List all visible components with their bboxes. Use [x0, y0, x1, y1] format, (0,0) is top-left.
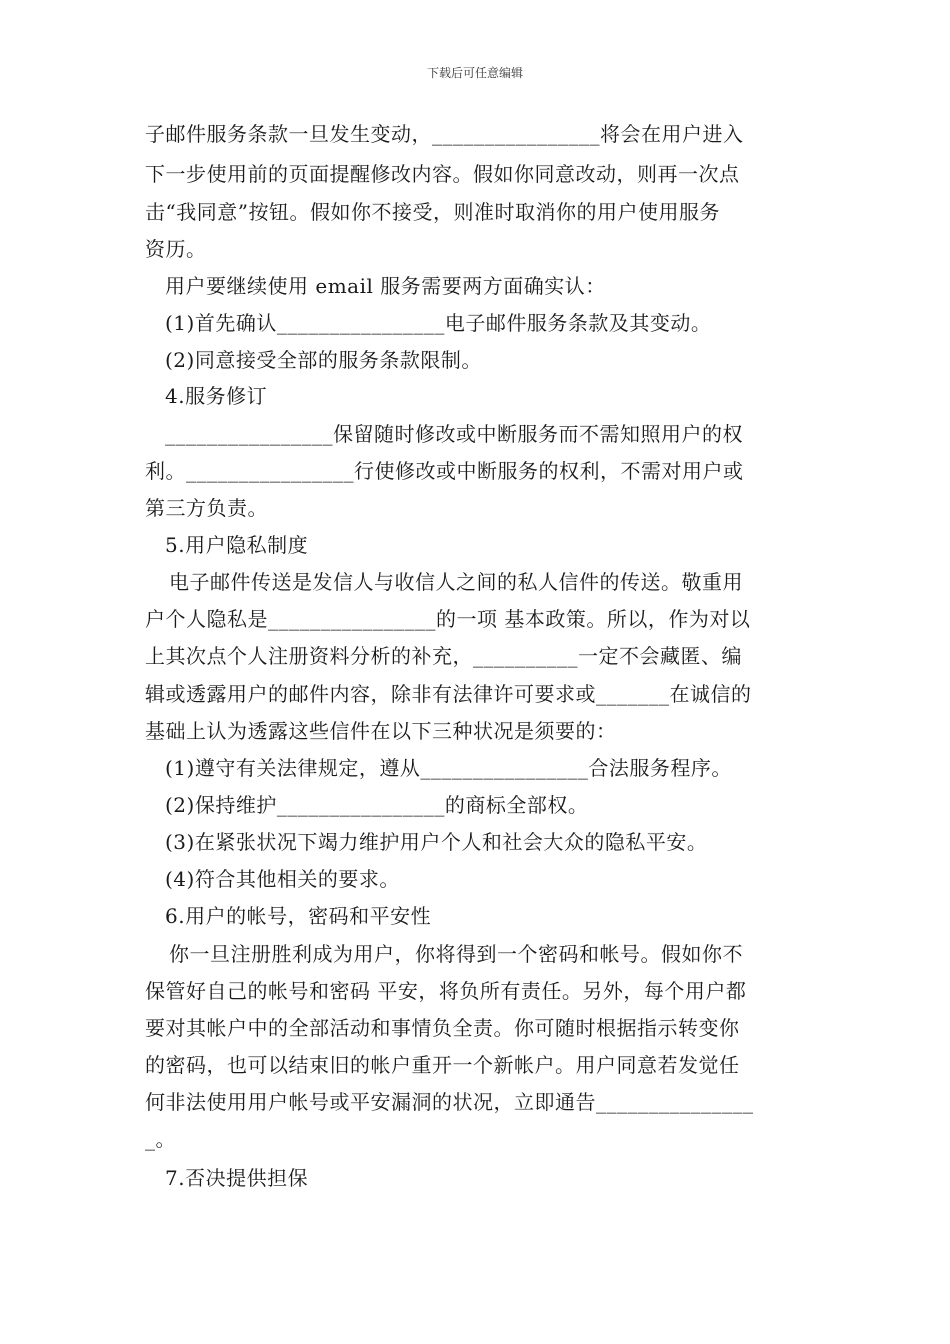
body-line: 保管好自己的帐号和密码 平安，将负所有责任。另外，每个用户都	[145, 979, 747, 1003]
body-line: 资历。	[145, 237, 207, 261]
body-line: 辑或透露用户的邮件内容，除非有法律许可要求或_______在诚信的	[145, 682, 752, 706]
body-line: 何非法使用用户帐号或平安漏洞的状况，立即通告_______________	[145, 1090, 754, 1114]
body-line: (2)同意接受全部的服务条款限制。	[165, 348, 482, 372]
body-line: 子邮件服务条款一旦发生变动，________________将会在用户进入	[145, 122, 744, 146]
body-line: (2)保持维护________________的商标全部权。	[165, 793, 589, 817]
body-line: 用户要继续使用 email 服务需要两方面确实认：	[165, 274, 606, 298]
page-header: 下载后可任意编辑	[426, 66, 523, 80]
section-heading: 7.否决提供担保	[165, 1166, 309, 1190]
body-line: 户个人隐私是________________的一项 基本政策。所以，作为对以	[145, 607, 751, 631]
body-line: 的密码，也可以结束旧的帐户重开一个新帐户。用户同意若发觉任	[145, 1053, 740, 1077]
body-line: (1)首先确认________________电子邮件服务条款及其变动。	[165, 311, 712, 335]
body-line: 利。________________行使修改或中断服务的权利，不需对用户或	[145, 459, 744, 483]
section-heading: 4.服务修订	[165, 384, 268, 408]
body-line: 基础上认为透露这些信件在以下三种状况是须要的：	[145, 719, 617, 743]
body-line: (3)在紧张状况下竭力维护用户个人和社会大众的隐私平安。	[165, 830, 708, 854]
body-line: 你一旦注册胜利成为用户，你将得到一个密码和帐号。假如你不	[169, 942, 743, 966]
body-line: (1)遵守有关法律规定，遵从________________合法服务程序。	[165, 756, 732, 780]
section-heading: 5.用户隐私制度	[165, 533, 309, 557]
body-line: ________________保留随时修改或中断服务而不需知照用户的权	[165, 422, 743, 446]
body-line: 击“我同意”按钮。假如你不接受，则准时取消你的用户使用服务	[145, 200, 720, 224]
body-line: 上其次点个人注册资料分析的补充，__________一定不会藏匿、编	[145, 644, 742, 668]
body-line: 电子邮件传送是发信人与收信人之间的私人信件的传送。敬重用	[169, 570, 743, 594]
body-line: (4)符合其他相关的要求。	[165, 867, 400, 891]
body-line: 下一步使用前的页面提醒修改内容。假如你同意改动，则再一次点	[145, 162, 740, 186]
body-line: 要对其帐户中的全部活动和事情负全责。你可随时根据指示转变你	[145, 1016, 740, 1040]
section-heading: 6.用户的帐号，密码和平安性	[165, 904, 432, 928]
body-line: _。	[145, 1127, 176, 1151]
body-line: 第三方负责。	[145, 496, 268, 520]
